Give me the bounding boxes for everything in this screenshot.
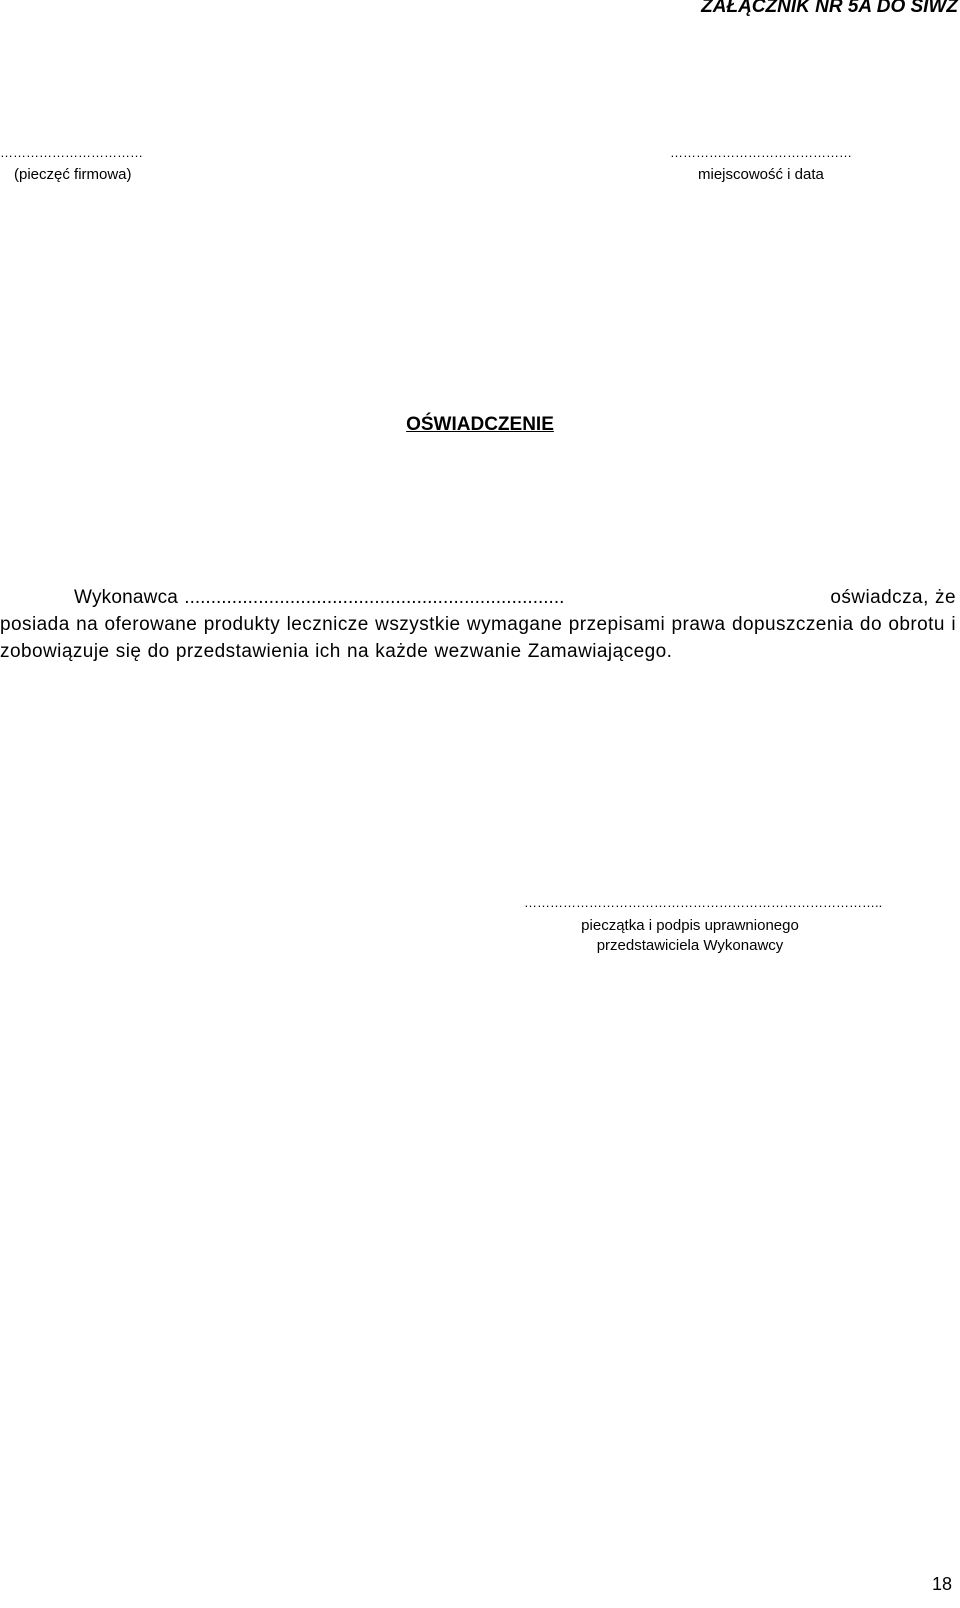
contractor-name-placeholder: ........................................................................ [184,587,565,608]
stamp-caption: (pieczęć firmowa) [14,166,132,183]
statement-body: posiada na oferowane produkty lecznicze wszystkie wymagane przepisami prawa dopuszczenia do obrotu i zobowiązuje się do przedstawienia ich na każde wezwanie Zamawiającego. [0,614,956,662]
declares-text: oświadcza, że [830,587,956,608]
statement-first-line [0,584,956,611]
place-date-dots: …………………………………… [670,145,852,160]
document-title: OŚWIADCZENIE [406,414,554,435]
attachment-header: ZAŁĄCZNIK NR 5A DO SIWZ [701,0,958,17]
signature-caption: pieczątka i podpis uprawnionego przedstawiciela Wykonawcy [581,917,799,954]
contractor-label: Wykonawca [74,587,179,608]
stamp-dots: …………………………… [0,145,143,160]
signature-dots: ……………………………………………………………………….. [524,895,883,910]
place-date-caption: miejscowość i data [698,166,824,183]
page-number: 18 [931,1574,952,1594]
statement-paragraph [0,584,956,665]
